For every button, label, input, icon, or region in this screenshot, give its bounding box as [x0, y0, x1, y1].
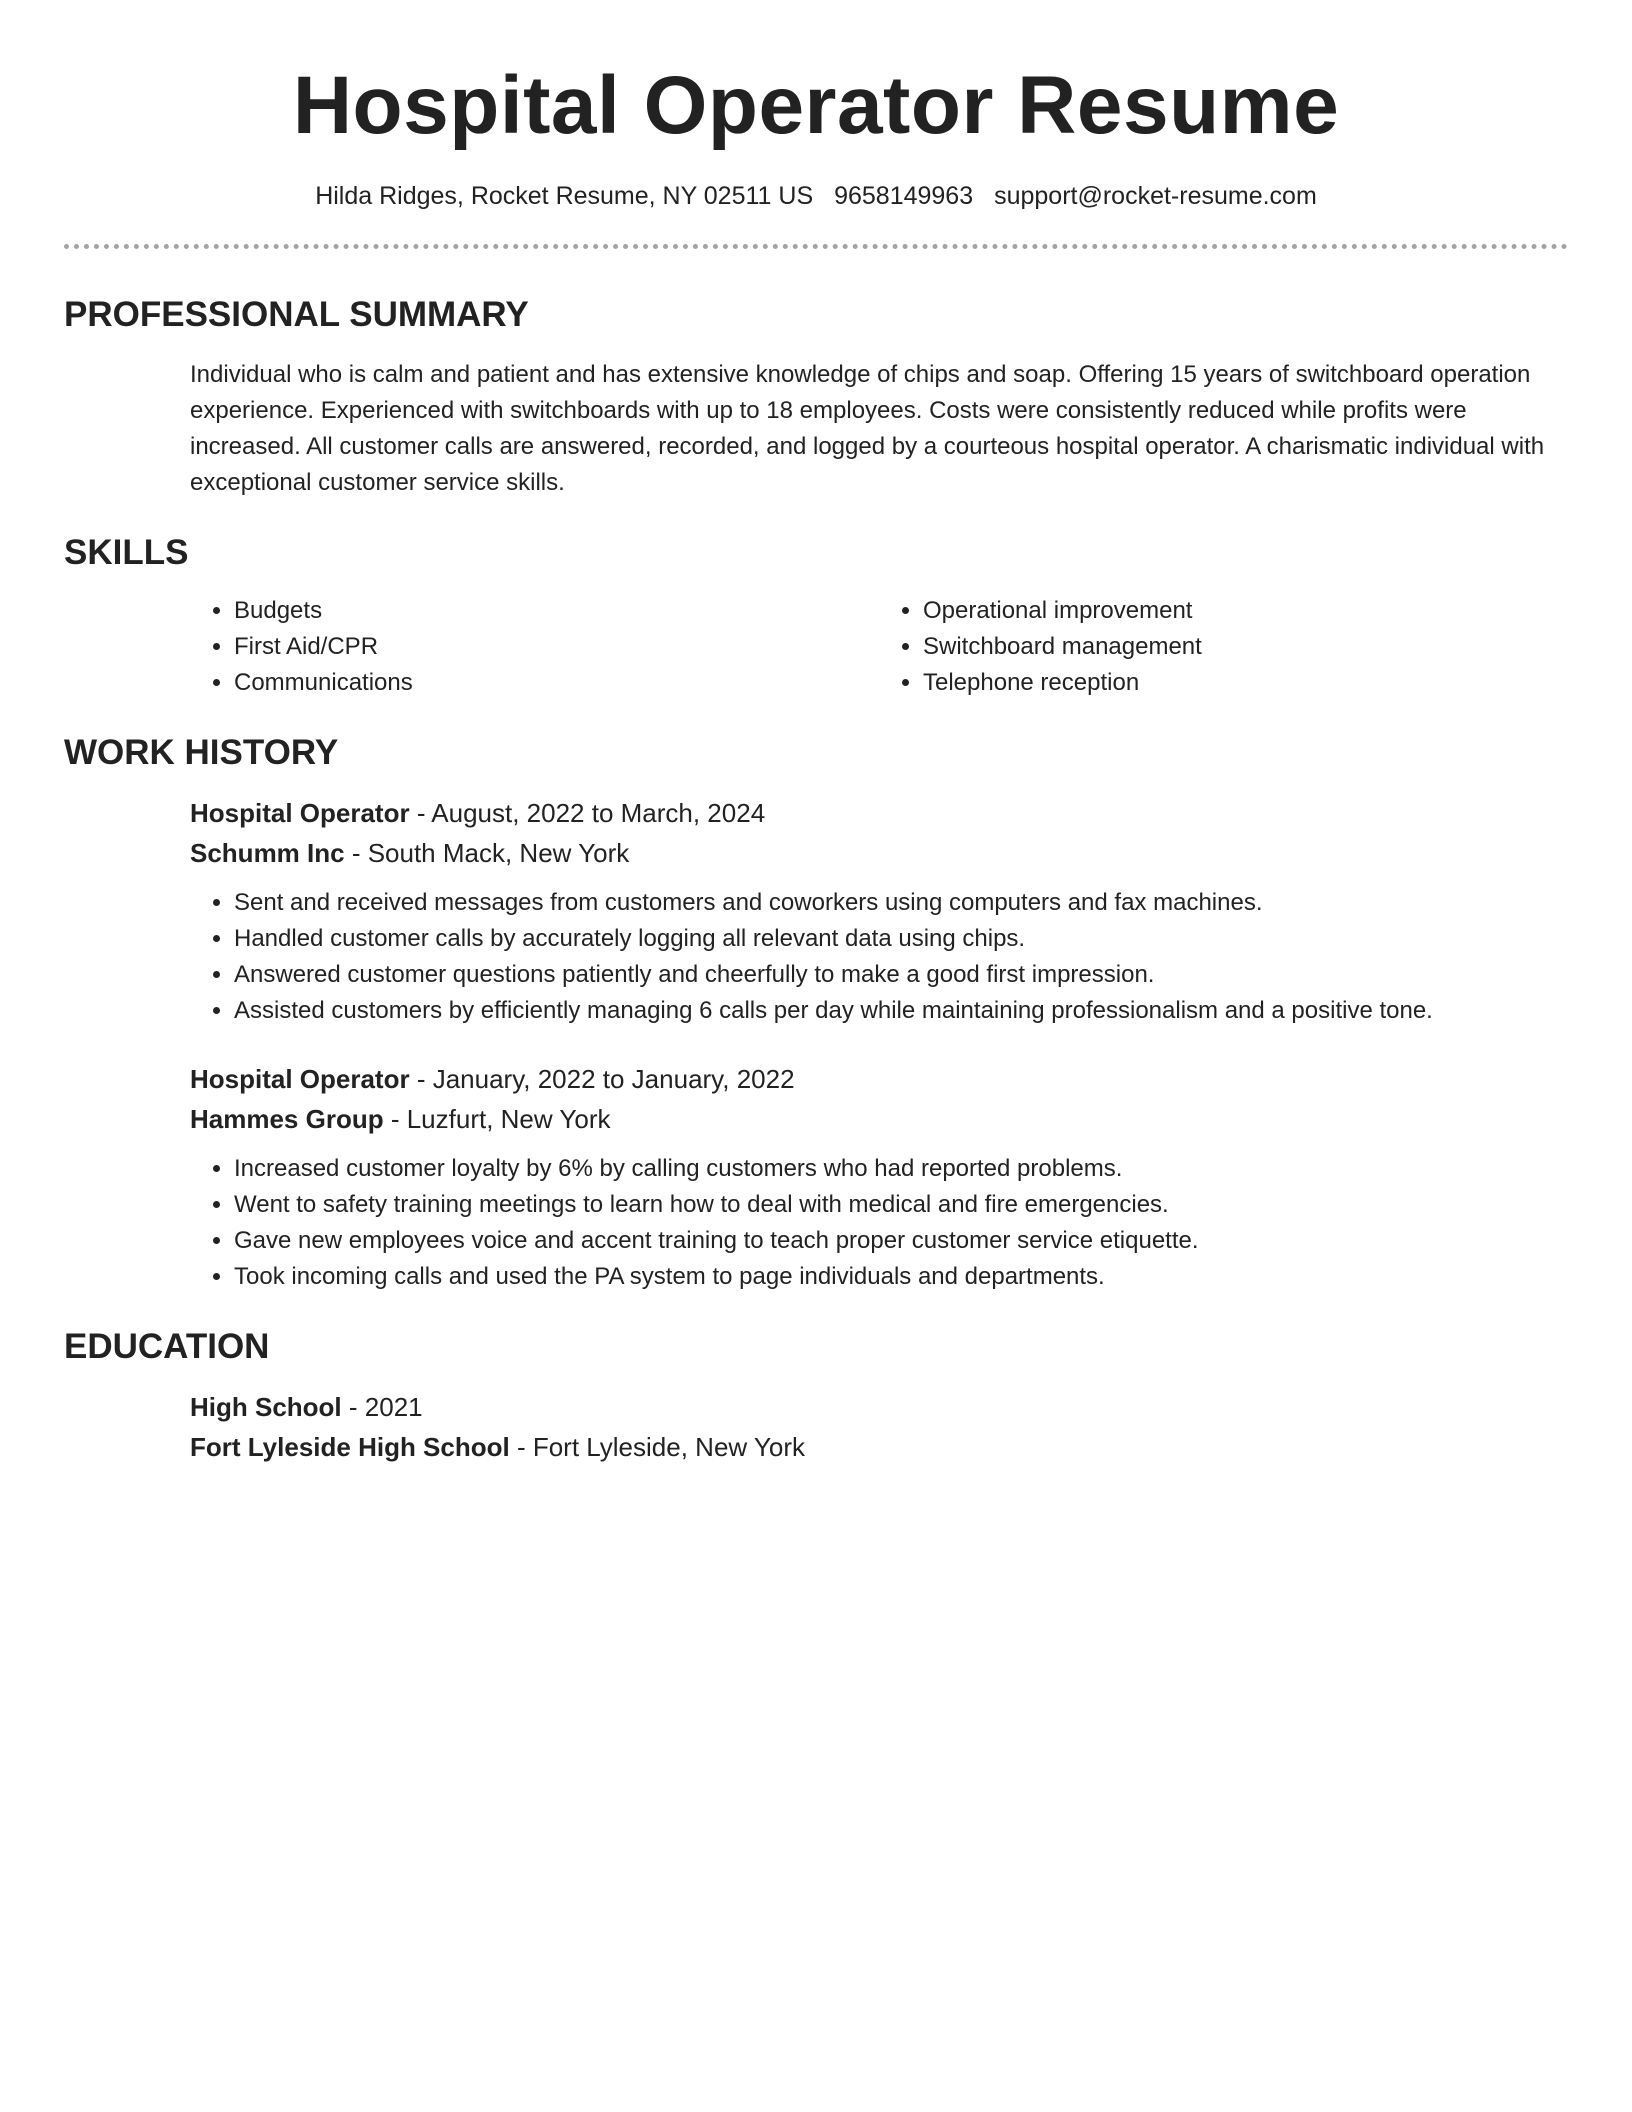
- job-company: Hammes Group: [190, 1104, 384, 1134]
- skill-item: • Switchboard management: [923, 629, 1568, 665]
- job-bullet: • Sent and received messages from customers and coworkers using computers and fax machines.: [234, 885, 1568, 921]
- job-bullet: • Took incoming calls and used the PA system to page individuals and departments.: [234, 1259, 1568, 1295]
- contact-phone: 9658149963: [834, 182, 974, 210]
- summary-text: Individual who is calm and patient and has extensive knowledge of chips and soap. Offering 15 years of switchboard operation experience. Experienced with switchboards with up to 18 employees. Costs were consistently reduced while profits were increased. All customer calls are answered, recorded, and logged by a courteous hospital operator. A charismatic individual with exceptional customer service skills.: [190, 361, 1545, 496]
- job-title: Hospital Operator: [190, 1064, 410, 1094]
- education-year: - 2021: [341, 1392, 423, 1422]
- summary-heading: PROFESSIONAL SUMMARY: [64, 295, 529, 334]
- education-entry: [190, 1387, 1568, 1467]
- education-heading: EDUCATION: [64, 1327, 270, 1366]
- skills-list-left: [190, 593, 879, 701]
- job-bullets: [190, 885, 1568, 1029]
- job-bullet: • Handled customer calls by accurately logging all relevant data using chips.: [234, 921, 1568, 957]
- job-company-line: [190, 1099, 1568, 1139]
- summary-section: [190, 357, 1568, 501]
- resume-page: [64, 0, 1568, 1467]
- skill-item: • Telephone reception: [923, 665, 1568, 701]
- education-degree: High School: [190, 1392, 342, 1422]
- skill-item: • Operational improvement: [923, 593, 1568, 629]
- job-bullet: • Went to safety training meetings to learn how to deal with medical and fire emergencies.: [234, 1187, 1568, 1223]
- job-title: Hospital Operator: [190, 798, 410, 828]
- job-bullet: • Increased customer loyalty by 6% by calling customers who had reported problems.: [234, 1151, 1568, 1187]
- education-school: Fort Lyleside High School: [190, 1432, 510, 1462]
- job-dates: - January, 2022 to January, 2022: [409, 1064, 795, 1094]
- resume-title: Hospital Operator Resume: [292, 60, 1340, 151]
- education-school-line: [190, 1427, 1568, 1467]
- job-bullet: • Gave new employees voice and accent training to teach proper customer service etiquette.: [234, 1223, 1568, 1259]
- skills-heading: SKILLS: [64, 533, 189, 572]
- work-heading: WORK HISTORY: [64, 733, 339, 772]
- job-bullets: [190, 1151, 1568, 1295]
- job-location: - South Mack, New York: [344, 838, 630, 868]
- skill-item: • Communications: [234, 665, 879, 701]
- education-degree-line: [190, 1387, 1568, 1427]
- job-dates: - August, 2022 to March, 2024: [409, 798, 766, 828]
- job-entry: [190, 1059, 1568, 1295]
- contact-email: support@rocket-resume.com: [994, 182, 1317, 210]
- skill-item: • Budgets: [234, 593, 879, 629]
- job-title-line: [190, 793, 1568, 833]
- job-title-line: [190, 1059, 1568, 1099]
- contact-line: [64, 180, 1568, 212]
- job-bullet: • Answered customer questions patiently and cheerfully to make a good first impression.: [234, 957, 1568, 993]
- skill-item: • First Aid/CPR: [234, 629, 879, 665]
- contact-address: Hilda Ridges, Rocket Resume, NY 02511 US: [315, 182, 814, 210]
- job-company-line: [190, 833, 1568, 873]
- header-divider: [64, 244, 1568, 249]
- job-entry: [190, 793, 1568, 1029]
- job-location: - Luzfurt, New York: [383, 1104, 611, 1134]
- skills-list-right: [879, 593, 1568, 701]
- job-company: Schumm Inc: [190, 838, 345, 868]
- skills-section: [190, 593, 1568, 701]
- job-bullet: • Assisted customers by efficiently managing 6 calls per day while maintaining professionalism and a positive tone.: [234, 993, 1568, 1029]
- education-location: - Fort Lyleside, New York: [509, 1432, 806, 1462]
